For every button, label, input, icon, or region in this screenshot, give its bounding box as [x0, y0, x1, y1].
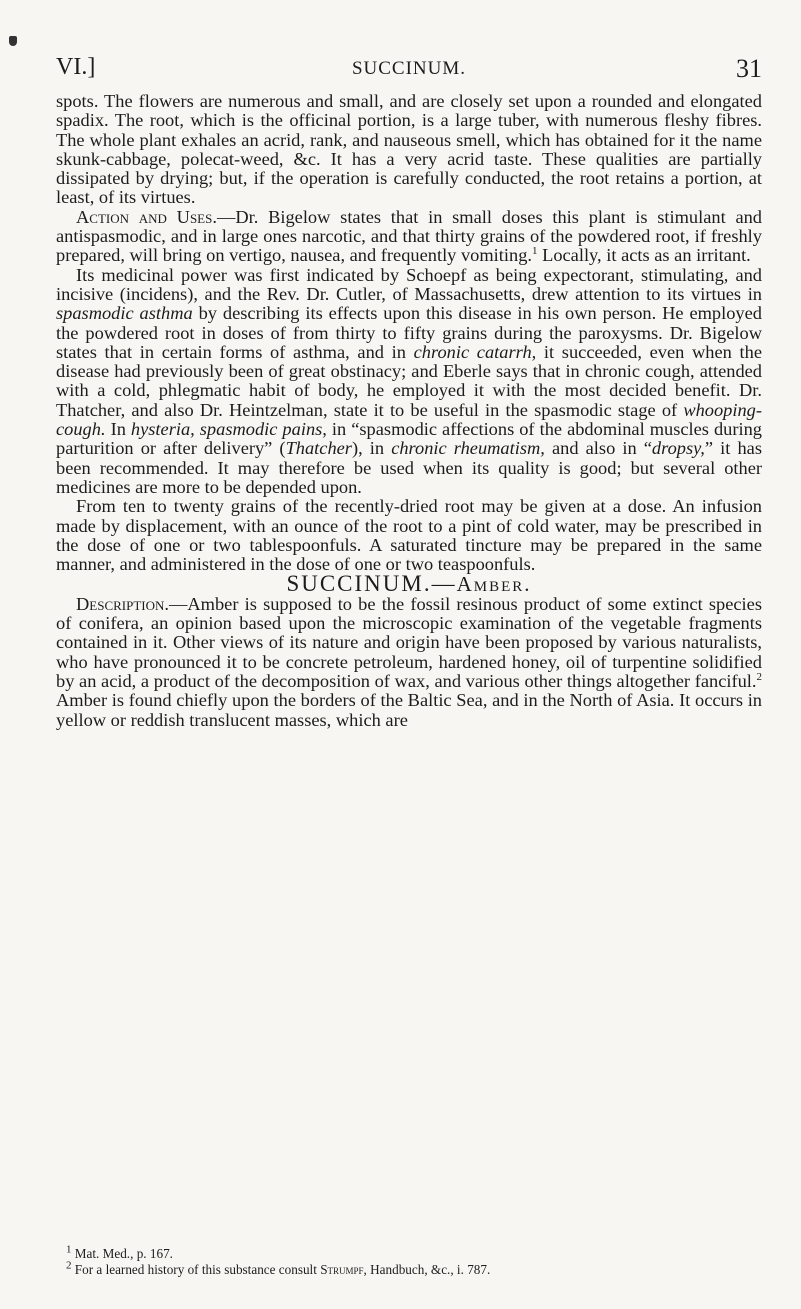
paragraph-dosage: From ten to twenty grains of the recently-dried root may be given at a dose. An infusion made by displacement, with an ounce of the root to a pint of cold water, may be prescribed in the dose of one or two tablespoonfuls. A saturated tincture may be prepared in the same manner, and administered in the dose of one or two teaspoonfuls.: [56, 496, 762, 575]
footnote-text: , Handbuch, &c., i. 787.: [363, 1262, 491, 1277]
footnote-mark: 1: [66, 1243, 72, 1256]
page-number: 31: [736, 54, 762, 83]
paragraph-action-and-uses: [56, 208, 762, 266]
paragraph-text: and also in “: [544, 438, 652, 459]
paragraph-text: it succeeded, even when the disease had previously been of great obstinacy; and Eberle says that in chronic cough, attended with a cold, phlegmatic habit of body, he employed it with the most decided benefit. Dr. Thatcher, and also Dr. Heintzelman, state it to be useful in the spasmodic stage of: [56, 341, 762, 420]
footnote-1: [66, 1243, 762, 1262]
italic-term: chronic catarrh,: [413, 341, 537, 362]
footnote-text: Mat. Med., p. 167.: [71, 1246, 173, 1261]
italic-term: Thatcher: [285, 438, 352, 459]
chapter-marker: VI.]: [56, 54, 96, 80]
paragraph-heading: Description.: [76, 593, 169, 614]
footnote-ref: 2: [756, 670, 762, 683]
italic-term: dropsy,: [651, 438, 705, 459]
footnote-text: For a learned history of this substance consult: [71, 1262, 321, 1277]
paragraph-text: —Amber is supposed to be the fossil resinous product of some extinct species of conifera, an opinion based upon the microscopic examination of the vegetable fragments contained in it. Other views of its nature and origin have been proposed by various naturalists, who have pronounced it to be concrete petroleum, hardened honey, oil of turpentine solidified by an acid, a product of the decomposition of wax, and various other things altogether fanciful.: [56, 593, 762, 691]
paragraph-text: Locally, it acts as an irritant.: [537, 245, 751, 266]
paragraph-text: Amber is found chiefly upon the borders of the Baltic Sea, and in the North of Asia. It occurs in yellow or reddish translucent masses, which are: [56, 690, 762, 730]
footnote-2: [66, 1259, 762, 1278]
paragraph-medicinal-power: [56, 266, 762, 498]
running-title: SUCCINUM.: [351, 58, 467, 79]
italic-term: hysteria, spasmodic pains,: [130, 419, 327, 440]
paragraph-text: —Dr. Bigelow states that in small doses this plant is stimulant and antispasmodic, and in large ones narcotic, and that thirty grains of the powdered root, if freshly prepared, will bring on vertigo, nausea, and frequently vomiting.: [56, 206, 762, 266]
paragraph-heading: Action and Uses.: [76, 206, 217, 227]
footnote-ref: 1: [531, 245, 538, 258]
section-title: SUCCINUM.: [286, 571, 432, 597]
paragraph-text: ), in: [351, 438, 392, 459]
section-heading: [56, 571, 762, 597]
page-edge-mark: [9, 36, 17, 46]
section-dash: —: [431, 571, 457, 597]
paragraph-text: ” it has been recommended. It may therefore be used when its quality is good; but several other medicines are more to be depended upon.: [56, 438, 762, 497]
footnote-mark: 2: [66, 1259, 72, 1272]
paragraph-amber-description: [56, 595, 762, 730]
paragraph-text: in “spasmodic affections of the abdominal muscles during parturition or after delivery” (: [56, 419, 762, 459]
running-head: [56, 54, 762, 84]
section-subtitle: Amber.: [456, 572, 532, 597]
italic-term: whooping-cough.: [56, 399, 762, 440]
italic-term: chronic rheumatism,: [391, 438, 545, 459]
footnotes: [66, 1243, 762, 1278]
footnote-author: Strumpf: [320, 1262, 364, 1277]
body-text: [56, 92, 762, 730]
italic-term: spasmodic asthma: [56, 303, 193, 324]
paragraph-description-cont: spots. The flowers are numerous and small, and are closely set upon a rounded and elongated spadix. The root, which is the officinal portion, is a large tuber, with numerous fleshy fibres. The whole plant exhales an acrid, rank, and nauseous smell, which has obtained for it the name skunk-cabbage, polecat-weed, &c. It has a very acrid taste. These qualities are partially dissipated by drying; but, if the operation is carefully conducted, the root retains a portion, at least, of its virtues.: [56, 91, 762, 208]
paragraph-text: by describing its effects upon this disease in his own person. He employed the powdered root in doses of from thirty to fifty grains during the paroxysms. Dr. Bigelow states that in certain forms of asthma, and in: [56, 303, 762, 362]
paragraph-text: Its medicinal power was first indicated by Schoepf as being expectorant, stimulating, and incisive (incidens), and the Rev. Dr. Cutler, of Massachusetts, drew attention to its virtues in: [56, 264, 762, 304]
paragraph-text: In: [105, 419, 131, 440]
